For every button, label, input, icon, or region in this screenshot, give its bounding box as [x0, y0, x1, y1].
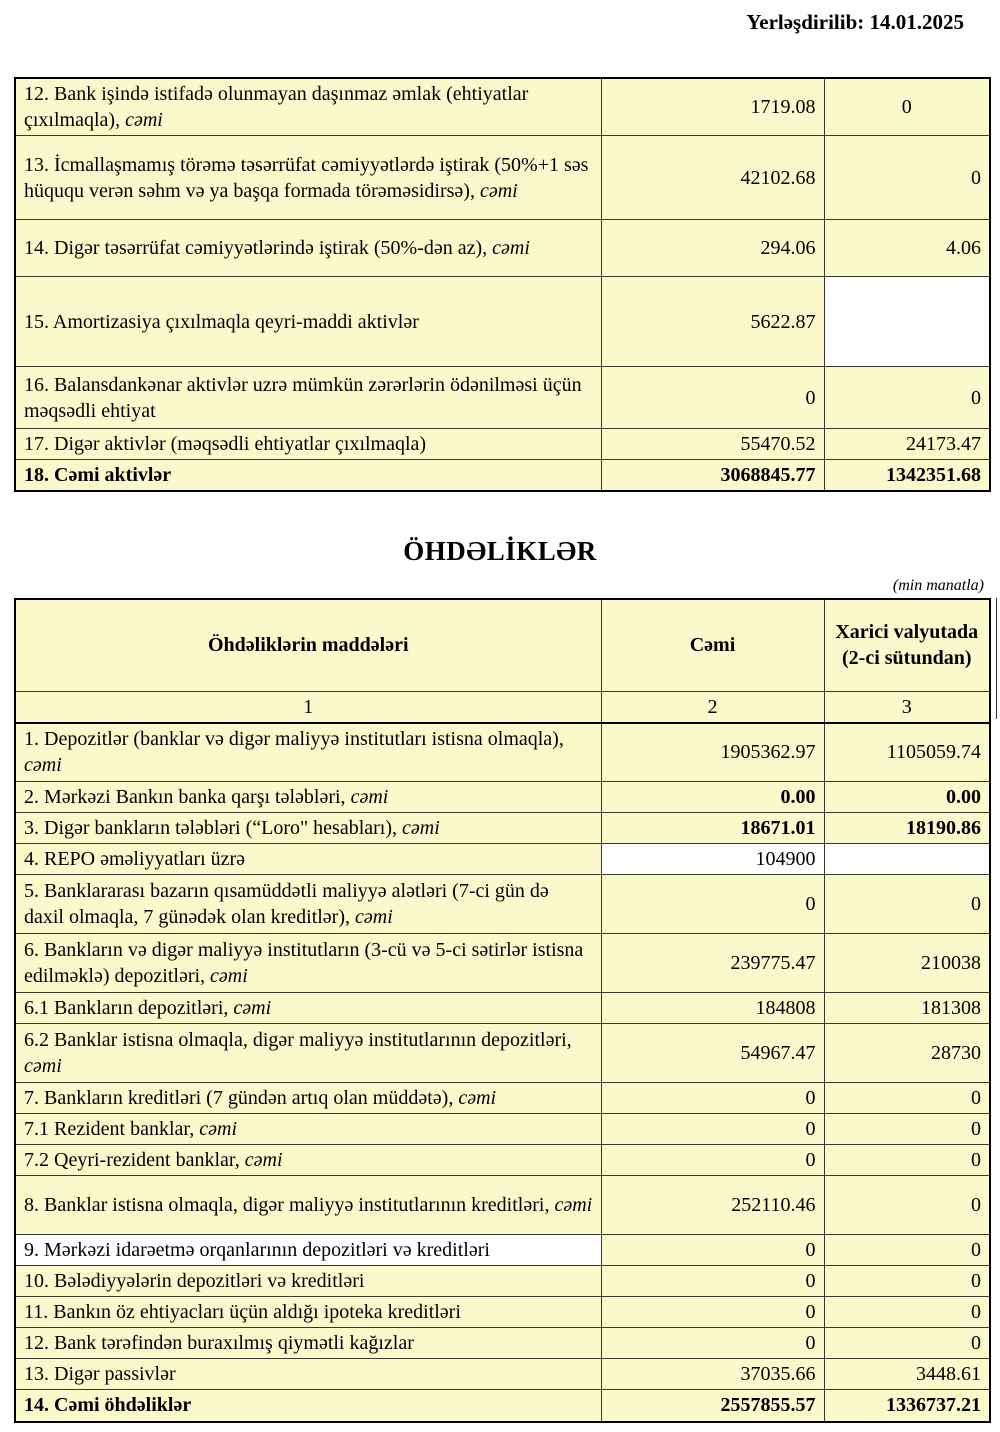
- liab-row-6-1-total: 184808: [601, 993, 824, 1024]
- label-text: 6.1 Bankların depozitləri,: [24, 997, 234, 1019]
- label-suffix: cəmi: [350, 786, 389, 808]
- label-text: 11. Bankın öz ehtiyacları üçün aldığı ipoteka kreditləri: [24, 1301, 461, 1323]
- assets-row-14-label: [15, 220, 601, 277]
- liab-row-10: [15, 1266, 990, 1297]
- assets-row-18-total-row: [15, 460, 990, 492]
- assets-row-14-foreign: 4.06: [824, 220, 990, 277]
- liab-row-9: [15, 1235, 990, 1266]
- liab-row-6-1-foreign: 181308: [824, 993, 990, 1024]
- liab-row-8-foreign: 0: [824, 1176, 990, 1235]
- label-text: 1. Depozitlər (banklar və digər maliyyə institutları istisna olmaqla),: [24, 728, 564, 751]
- liab-row-5-total: 0: [601, 875, 824, 934]
- label-text: 8. Banklar istisna olmaqla, digər maliyyə institutlarının kreditləri,: [24, 1194, 555, 1216]
- assets-row-13-total: 42102.68: [601, 136, 824, 220]
- column-numbering-row: [15, 691, 990, 723]
- table-edge-line: [996, 598, 997, 719]
- liab-row-2-label: [15, 782, 601, 813]
- liab-row-2: [15, 782, 990, 813]
- label-suffix: cəmi: [244, 1149, 283, 1171]
- liab-row-11: [15, 1297, 990, 1328]
- label-suffix: cəmi: [210, 965, 248, 987]
- liab-row-9-foreign: 0: [824, 1235, 990, 1266]
- liab-row-13-foreign: 3448.61: [824, 1359, 990, 1390]
- liab-row-7-2-total: 0: [601, 1145, 824, 1176]
- liab-row-2-foreign: 0.00: [824, 782, 990, 813]
- assets-row-13-foreign: 0: [824, 136, 990, 220]
- assets-row-12-label: [15, 78, 601, 136]
- published-date: Yerləşdirilib: 14.01.2025: [746, 10, 964, 34]
- liab-row-3: [15, 813, 990, 844]
- label-text: 14. Cəmi öhdəliklər: [24, 1394, 192, 1417]
- col-header-foreign: Xarici valyutada (2-ci sütundan): [824, 599, 990, 691]
- unit-note: (min manatla): [892, 577, 984, 594]
- liab-row-6-total: 239775.47: [601, 934, 824, 993]
- liab-row-7-1: [15, 1114, 990, 1145]
- label-text: 2. Mərkəzi Bankın banka qarşı tələbləri,: [24, 786, 351, 808]
- liab-row-14-total: 2557855.57: [601, 1390, 824, 1422]
- assets-table: [14, 77, 991, 492]
- col-number-2: 2: [601, 691, 824, 723]
- liabilities-table: [14, 598, 991, 1423]
- liab-row-13-label: [15, 1359, 601, 1390]
- liab-row-6-1-label: [15, 993, 601, 1024]
- liab-row-7-label: [15, 1083, 601, 1114]
- liab-row-7-2-label: [15, 1145, 601, 1176]
- liab-row-6-label: [15, 934, 601, 993]
- liab-row-10-total: 0: [601, 1266, 824, 1297]
- liab-row-1-total: 1905362.97: [601, 723, 824, 782]
- label-suffix: cəmi: [492, 237, 530, 259]
- liabilities-header-row: [15, 599, 990, 691]
- liab-row-12-total: 0: [601, 1328, 824, 1359]
- liab-row-11-label: [15, 1297, 601, 1328]
- assets-row-18-foreign: 1342351.68: [824, 460, 990, 492]
- liab-row-9-total: 0: [601, 1235, 824, 1266]
- liab-row-11-foreign: 0: [824, 1297, 990, 1328]
- liab-row-6-2-total: 54967.47: [601, 1024, 824, 1083]
- liab-row-3-foreign: 18190.86: [824, 813, 990, 844]
- liab-row-6: [15, 934, 990, 993]
- assets-row-14: [15, 220, 990, 277]
- label-text: 7. Bankların kreditləri (7 gündən artıq olan müddətə),: [24, 1087, 459, 1109]
- label-text: 5. Banklararası bazarın qısamüddətli maliyyə alətləri (7-ci gün də daxil olmaqla, 7 günədək olan kreditlər),: [24, 880, 549, 928]
- liab-row-11-total: 0: [601, 1297, 824, 1328]
- liab-row-2-total: 0.00: [601, 782, 824, 813]
- assets-row-12-total: 1719.08: [601, 78, 824, 136]
- assets-row-18-total: 3068845.77: [601, 460, 824, 492]
- assets-row-13-label: [15, 136, 601, 220]
- label-text: 15. Amortizasiya çıxılmaqla qeyri-maddi aktivlər: [24, 310, 419, 333]
- liab-row-4: [15, 844, 990, 875]
- assets-row-15-total: 5622.87: [601, 277, 824, 367]
- liab-row-1-label: [15, 723, 601, 782]
- col-header-total: Cəmi: [601, 599, 824, 691]
- label-text: 13. İcmallaşmamış törəmə təsərrüfat cəmiyyətlərdə iştirak (50%+1 səs hüququ verən səhm və ya başqa formada törəməsidirsə),: [24, 153, 589, 202]
- assets-row-17-total: 55470.52: [601, 429, 824, 460]
- label-text: 14. Digər təsərrüfat cəmiyyətlərində iştirak (50%-dən az),: [24, 237, 493, 259]
- assets-row-16: [15, 367, 990, 429]
- label-text: 6.2 Banklar istisna olmaqla, digər maliyyə institutlarının depozitləri,: [24, 1029, 572, 1051]
- liab-row-14-foreign: 1336737.21: [824, 1390, 990, 1422]
- label-suffix: cəmi: [24, 754, 62, 777]
- liabilities-section-title: ÖHDƏLİKLƏR: [403, 536, 597, 566]
- label-suffix: cəmi: [402, 817, 440, 839]
- label-text: 12. Bank işində istifadə olunmayan daşınmaz əmlak (ehtiyatlar çıxılmaqla),: [24, 83, 529, 131]
- liab-row-7: [15, 1083, 990, 1114]
- label-suffix: cəmi: [458, 1087, 497, 1109]
- assets-row-13: [15, 136, 990, 220]
- assets-row-14-total: 294.06: [601, 220, 824, 277]
- assets-row-15: [15, 277, 990, 367]
- label-suffix: cəmi: [554, 1194, 593, 1216]
- label-text: 12. Bank tərəfindən buraxılmış qiymətli kağızlar: [24, 1332, 414, 1354]
- assets-row-17-foreign: 24173.47: [824, 429, 990, 460]
- liab-row-5: [15, 875, 990, 934]
- assets-row-15-label: [15, 277, 601, 367]
- assets-row-18-label: [15, 460, 601, 492]
- liab-row-3-label: [15, 813, 601, 844]
- label-suffix: cəmi: [24, 1055, 62, 1077]
- assets-row-17: [15, 429, 990, 460]
- liab-row-14-total-row: [15, 1390, 990, 1422]
- liab-row-8: [15, 1176, 990, 1235]
- liab-row-10-label: [15, 1266, 601, 1297]
- liab-row-7-1-total: 0: [601, 1114, 824, 1145]
- liab-row-8-total: 252110.46: [601, 1176, 824, 1235]
- label-text: 13. Digər passivlər: [24, 1363, 176, 1385]
- assets-row-16-label: [15, 367, 601, 429]
- assets-row-16-foreign: 0: [824, 367, 990, 429]
- liab-row-10-foreign: 0: [824, 1266, 990, 1297]
- liab-row-6-2-foreign: 28730: [824, 1024, 990, 1083]
- liab-row-14-label: [15, 1390, 601, 1422]
- liab-row-6-2: [15, 1024, 990, 1083]
- label-text: 7.1 Rezident banklar,: [24, 1118, 200, 1140]
- liab-row-7-1-label: [15, 1114, 601, 1145]
- label-text: 3. Digər bankların tələbləri (“Loro" hesabları),: [24, 817, 403, 839]
- label-suffix: cəmi: [355, 906, 393, 928]
- assets-row-15-foreign: [824, 277, 990, 367]
- assets-row-16-total: 0: [601, 367, 824, 429]
- liab-row-7-2-foreign: 0: [824, 1145, 990, 1176]
- col-header-items: Öhdəliklərin maddələri: [15, 599, 601, 691]
- liab-row-6-2-label: [15, 1024, 601, 1083]
- liab-row-9-label: [15, 1235, 601, 1266]
- liab-row-3-total: 18671.01: [601, 813, 824, 844]
- label-suffix: cəmi: [233, 997, 272, 1019]
- liab-row-1-foreign: 1105059.74: [824, 723, 990, 782]
- label-suffix: cəmi: [125, 109, 163, 131]
- label-text: 4. REPO əməliyyatları üzrə: [24, 848, 246, 870]
- liab-row-12: [15, 1328, 990, 1359]
- liab-row-7-foreign: 0: [824, 1083, 990, 1114]
- liab-row-5-label: [15, 875, 601, 934]
- label-text: 16. Balansdankənar aktivlər uzrə mümkün zərərlərin ödənilməsi üçün məqsədli ehtiyat: [24, 373, 582, 422]
- liab-row-13: [15, 1359, 990, 1390]
- liab-row-6-1: [15, 993, 990, 1024]
- liabilities-table-wrap: [14, 598, 1000, 1423]
- liab-row-7-total: 0: [601, 1083, 824, 1114]
- liab-row-7-1-foreign: 0: [824, 1114, 990, 1145]
- label-suffix: cəmi: [199, 1118, 238, 1140]
- liab-row-4-total: 104900: [601, 844, 824, 875]
- liab-row-4-foreign: [824, 844, 990, 875]
- label-text: 6. Bankların və digər maliyyə institutların (3-cü və 5-ci sətirlər istisna edilməklə) depozitləri,: [24, 939, 584, 987]
- liab-row-1: [15, 723, 990, 782]
- liab-row-13-total: 37035.66: [601, 1359, 824, 1390]
- assets-row-12: [15, 78, 990, 136]
- liab-row-6-foreign: 210038: [824, 934, 990, 993]
- label-text: 7.2 Qeyri-rezident banklar,: [24, 1149, 245, 1171]
- assets-row-17-label: [15, 429, 601, 460]
- assets-row-12-foreign: 0: [824, 78, 990, 136]
- label-suffix: cəmi: [479, 179, 518, 202]
- liab-row-5-foreign: 0: [824, 875, 990, 934]
- liab-row-4-label: [15, 844, 601, 875]
- liab-row-12-foreign: 0: [824, 1328, 990, 1359]
- liab-row-8-label: [15, 1176, 601, 1235]
- label-text: 10. Bələdiyyələrin depozitləri və kreditləri: [24, 1270, 365, 1292]
- col-number-3: 3: [824, 691, 990, 723]
- label-text: 18. Cəmi aktivlər: [24, 464, 172, 486]
- liab-row-7-2: [15, 1145, 990, 1176]
- label-text: 9. Mərkəzi idarəetmə orqanlarının depozitləri və kreditləri: [24, 1239, 490, 1261]
- label-text: 17. Digər aktivlər (məqsədli ehtiyatlar çıxılmaqla): [24, 433, 427, 455]
- col-number-1: 1: [15, 691, 601, 723]
- liab-row-12-label: [15, 1328, 601, 1359]
